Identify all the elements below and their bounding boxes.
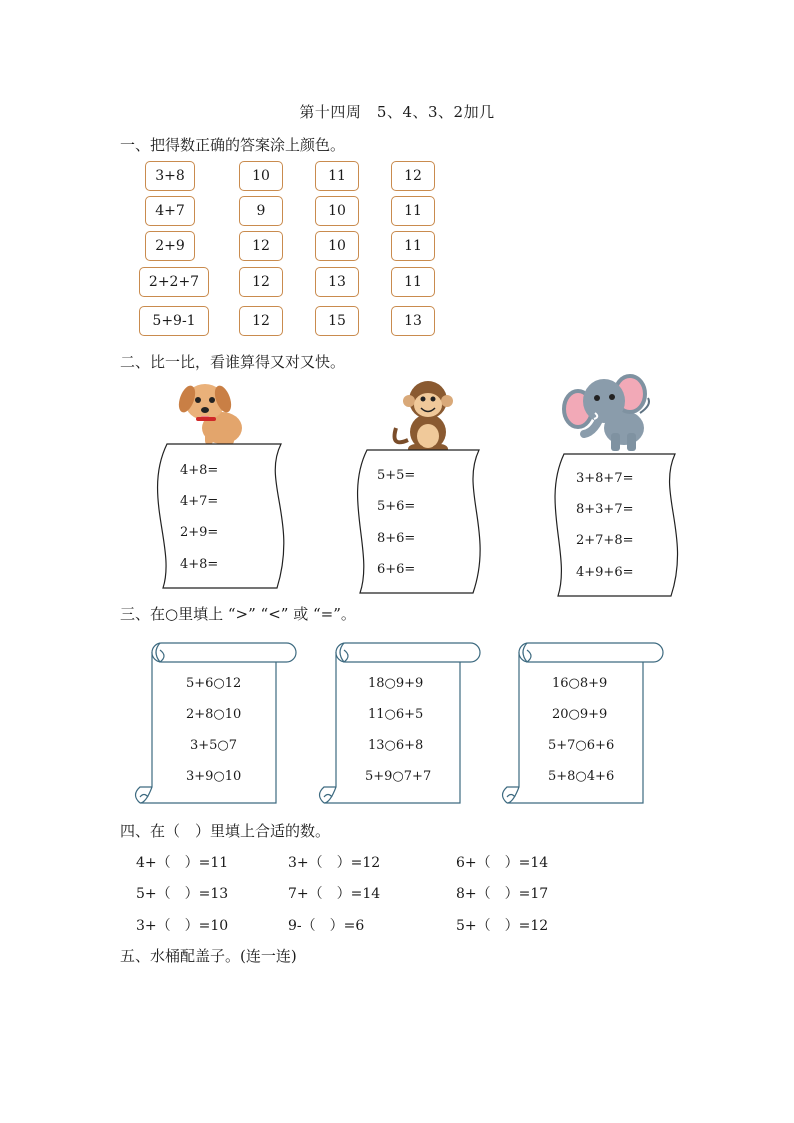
fill-blank[interactable]: 8+（ ）=17 — [456, 886, 549, 902]
compare-item: 3+9○10 — [186, 769, 242, 784]
answer-option[interactable]: 11 — [315, 161, 359, 191]
expression: 8+3+7= — [576, 502, 634, 517]
question-box: 2+9 — [145, 231, 195, 261]
compare-item: 3+5○7 — [190, 738, 238, 753]
answer-option[interactable]: 13 — [391, 306, 435, 336]
answer-option[interactable]: 9 — [239, 196, 283, 226]
fill-blank[interactable]: 9-（ ）=6 — [288, 918, 365, 934]
expression: 4+8= — [180, 557, 219, 572]
paper-sheet — [358, 450, 481, 593]
section4-heading: 四、在（ ）里填上合适的数。 — [120, 822, 331, 840]
expression: 6+6= — [377, 562, 416, 577]
expression: 3+8+7= — [576, 471, 634, 486]
compare-item: 18○9+9 — [368, 676, 424, 691]
page-title: 第十四周 5、4、3、2加几 — [299, 103, 495, 121]
section5-heading: 五、水桶配盖子。(连一连) — [120, 947, 297, 965]
compare-item: 13○6+8 — [368, 738, 424, 753]
section1-heading: 一、把得数正确的答案涂上颜色。 — [120, 136, 346, 154]
expression: 4+9+6= — [576, 565, 634, 580]
expression: 8+6= — [377, 531, 416, 546]
expression: 4+8= — [180, 463, 219, 478]
fill-blank[interactable]: 5+（ ）=13 — [136, 886, 229, 902]
answer-option[interactable]: 15 — [315, 306, 359, 336]
compare-item: 5+7○6+6 — [548, 738, 615, 753]
compare-item: 5+6○12 — [186, 676, 242, 691]
expression: 4+7= — [180, 494, 219, 509]
fill-blank[interactable]: 3+（ ）=12 — [288, 855, 381, 871]
answer-option[interactable]: 13 — [315, 267, 359, 297]
paper-sheet — [158, 444, 284, 588]
elephant-icon — [564, 376, 649, 451]
question-box: 4+7 — [145, 196, 195, 226]
compare-item: 5+8○4+6 — [548, 769, 615, 784]
answer-option[interactable]: 12 — [239, 231, 283, 261]
compare-item: 16○8+9 — [552, 676, 608, 691]
expression: 5+5= — [377, 468, 416, 483]
dog-icon — [176, 383, 242, 445]
answer-option[interactable]: 12 — [391, 161, 435, 191]
fill-blank[interactable]: 7+（ ）=14 — [288, 886, 381, 902]
question-box: 5+9-1 — [139, 306, 209, 336]
fill-blank[interactable]: 3+（ ）=10 — [136, 918, 229, 934]
section2-heading: 二、比一比，看谁算得又对又快。 — [120, 353, 346, 371]
compare-item: 5+9○7+7 — [365, 769, 432, 784]
answer-option[interactable]: 10 — [315, 231, 359, 261]
expression: 5+6= — [377, 499, 416, 514]
expression: 2+7+8= — [576, 533, 634, 548]
section3-heading: 三、在○里填上 “>” “<” 或 “=”。 — [120, 605, 356, 623]
compare-item: 2+8○10 — [186, 707, 242, 722]
answer-option[interactable]: 12 — [239, 306, 283, 336]
answer-option[interactable]: 12 — [239, 267, 283, 297]
fill-blank[interactable]: 6+（ ）=14 — [456, 855, 549, 871]
answer-option[interactable]: 11 — [391, 196, 435, 226]
compare-item: 11○6+5 — [368, 707, 424, 722]
answer-option[interactable]: 10 — [239, 161, 283, 191]
compare-item: 20○9+9 — [552, 707, 608, 722]
fill-blank[interactable]: 5+（ ）=12 — [456, 918, 549, 934]
fill-blank[interactable]: 4+（ ）=11 — [136, 855, 229, 871]
expression: 2+9= — [180, 525, 219, 540]
answer-option[interactable]: 11 — [391, 231, 435, 261]
question-box: 3+8 — [145, 161, 195, 191]
answer-option[interactable]: 10 — [315, 196, 359, 226]
question-box: 2+2+7 — [139, 267, 209, 297]
answer-option[interactable]: 11 — [391, 267, 435, 297]
monkey-icon — [395, 381, 454, 454]
